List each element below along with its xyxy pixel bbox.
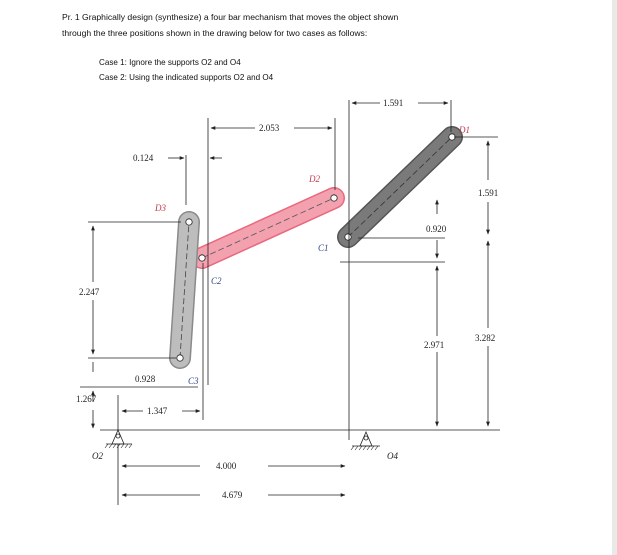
dim-1347: 1.347 [147,406,168,416]
case-2-text: Case 2: Using the indicated supports O2 and O4 [99,73,274,82]
dim-3282: 3.282 [475,333,496,343]
dim-0124: 0.124 [133,153,154,163]
label-o2: O2 [92,451,103,461]
dim-2053: 2.053 [259,123,280,133]
link-position-3 [177,219,192,361]
ground-support-o2 [105,430,132,448]
dim-2247: 2.247 [79,287,100,297]
label-c3: C3 [188,376,199,386]
label-d2: D2 [309,174,320,184]
problem-title-line-2: through the three positions shown in the drawing below for two cases as follows: [62,28,368,38]
label-c2: C2 [211,276,222,286]
label-d1: D1 [459,125,470,135]
dim-1591-right: 1.591 [478,188,499,198]
ground-support-o4 [351,432,380,450]
label-o4: O4 [387,451,398,461]
dim-1591-top: 1.591 [383,98,404,108]
dim-1267: 1.267 [76,394,97,404]
dim-0920: 0.920 [426,224,447,234]
dim-4000: 4.000 [216,461,237,471]
label-d3: D3 [155,203,166,213]
label-c1: C1 [318,243,329,253]
case-1-text: Case 1: Ignore the supports O2 and O4 [99,58,241,67]
dim-0928: 0.928 [135,374,156,384]
link-position-2 [199,195,337,261]
problem-title-line-1: Pr. 1 Graphically design (synthesize) a four bar mechanism that moves the object shown [62,12,399,22]
dim-4679: 4.679 [222,490,243,500]
dim-2971: 2.971 [424,340,445,350]
